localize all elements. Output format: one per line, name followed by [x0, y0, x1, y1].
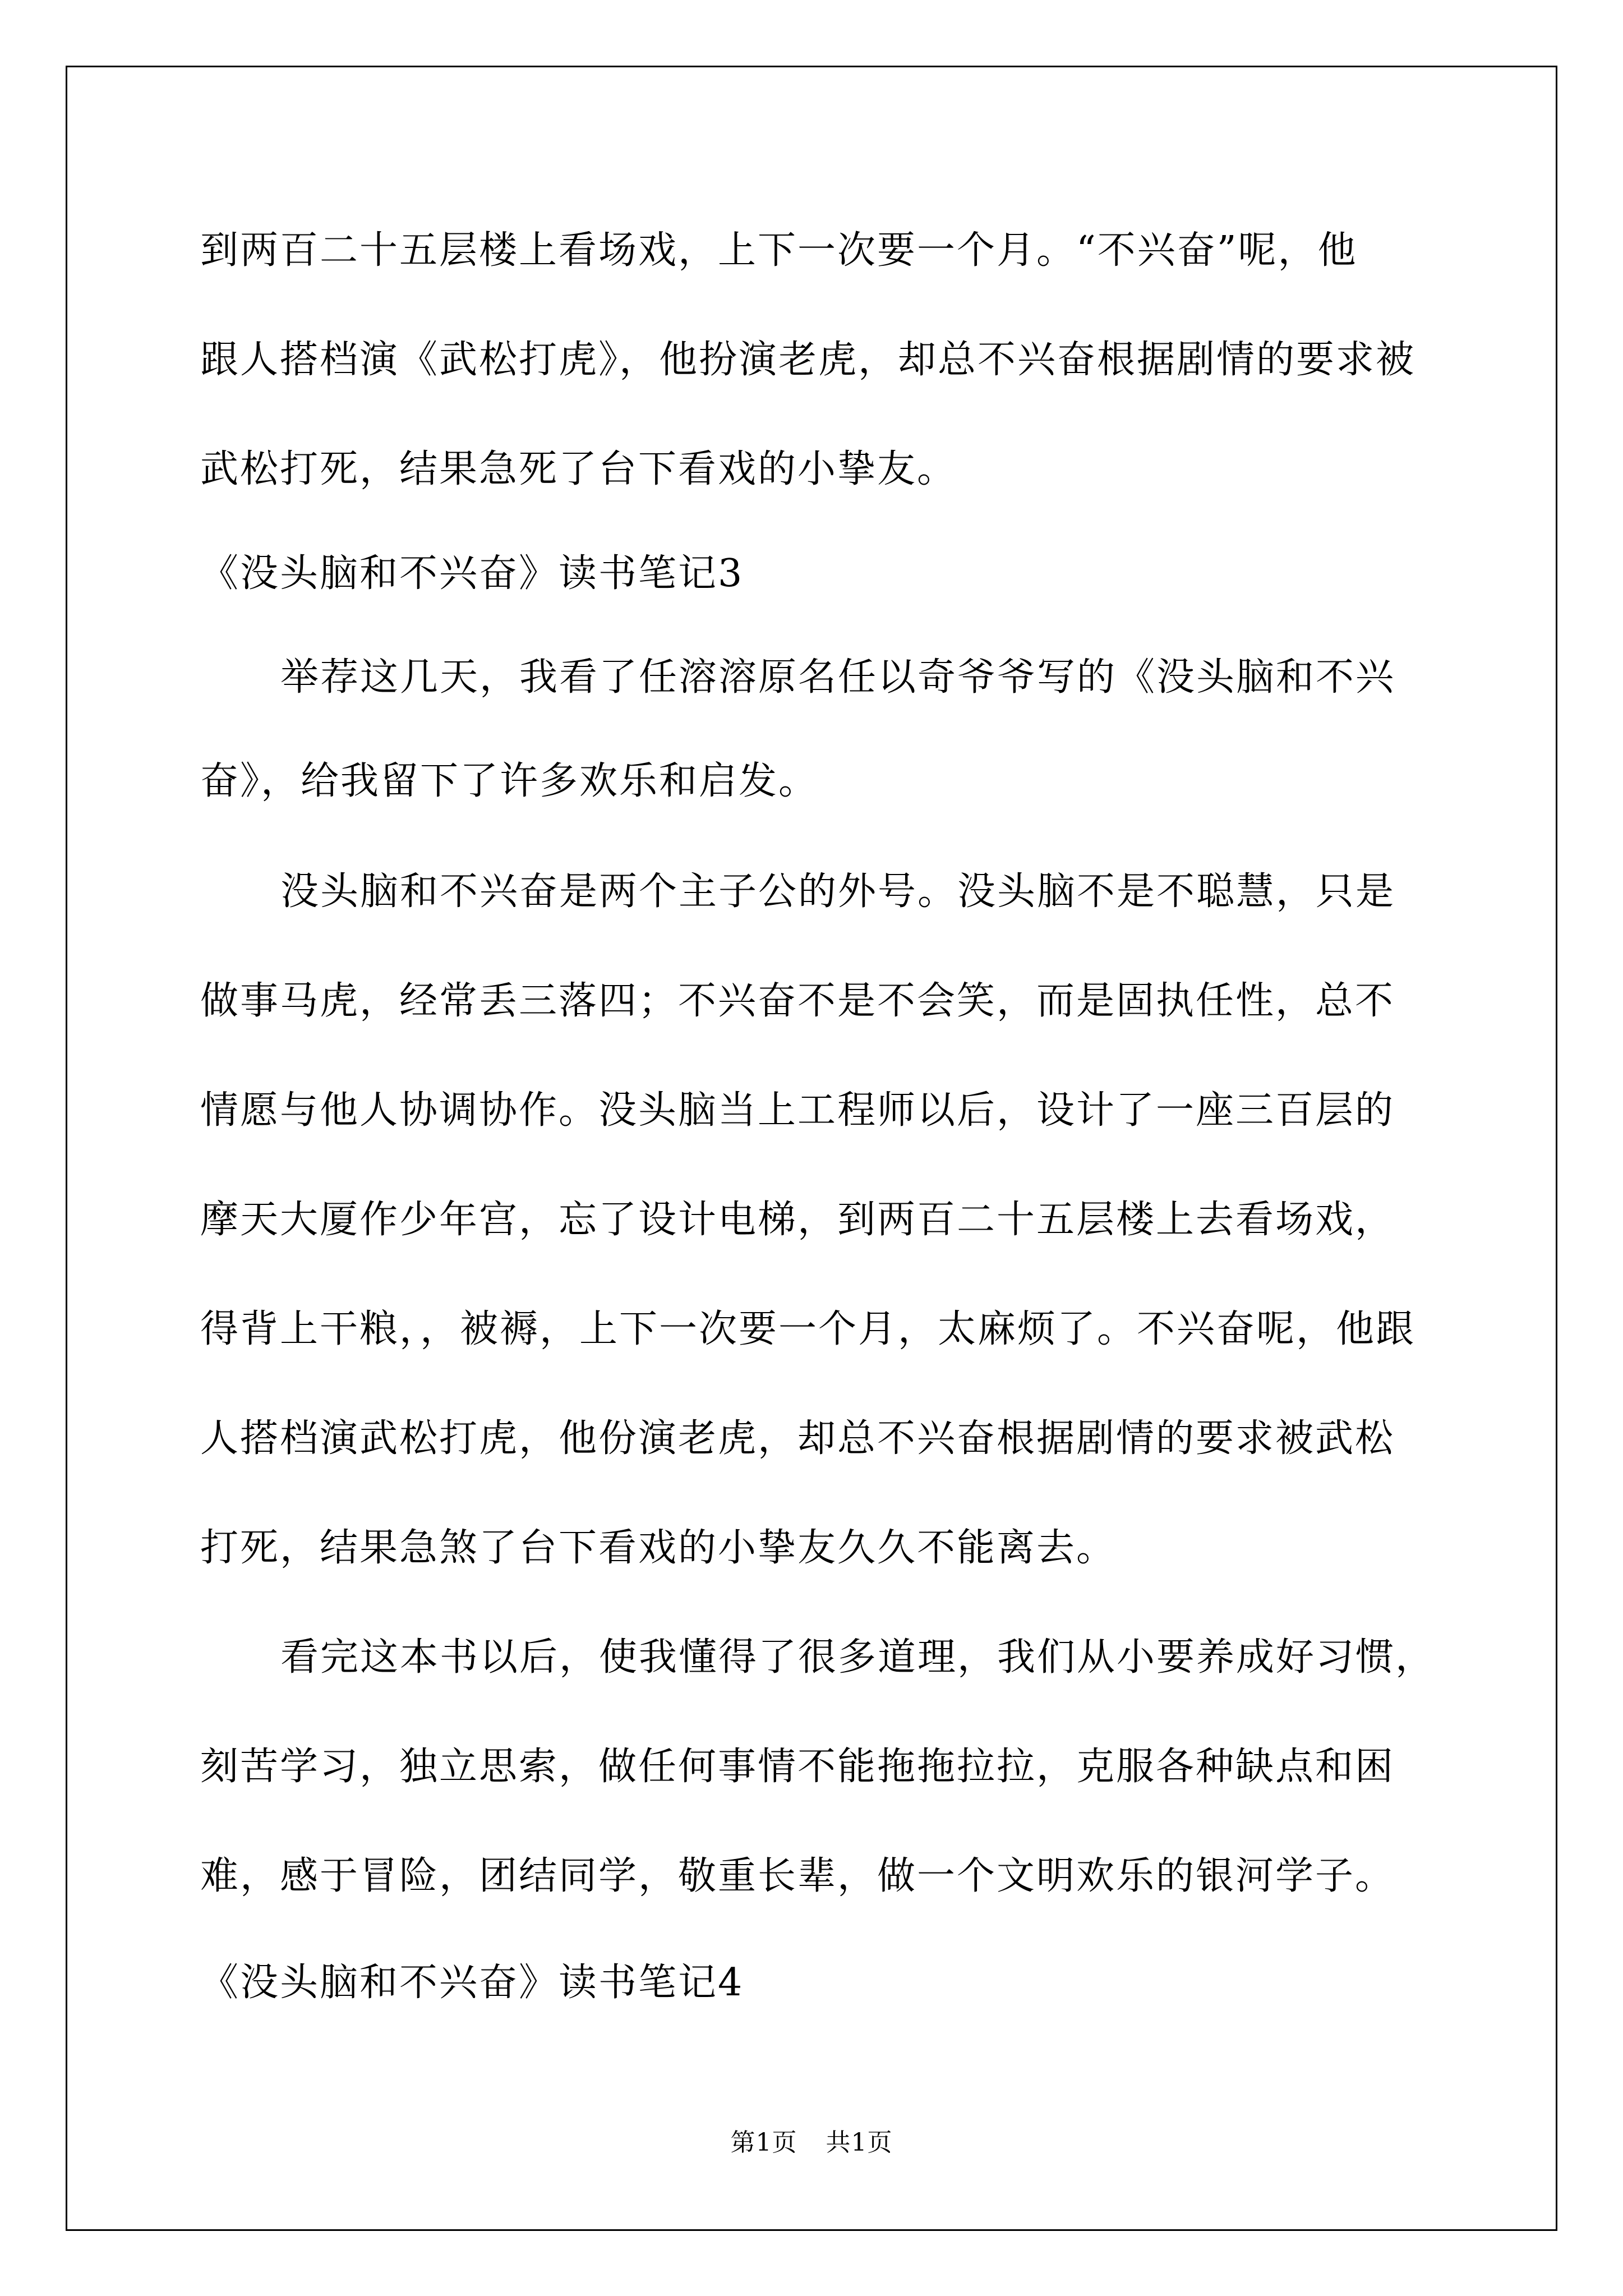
body-line: 举荐这几天，我看了任溶溶原名任以奇爷爷写的《没头脑和不兴	[280, 655, 1396, 700]
body-line: 看完这本书以后，使我懂得了很多道理，我们从小要养成好习惯，	[280, 1635, 1436, 1680]
body-line: 没头脑和不兴奋是两个主子公的外号。没头脑不是不聪慧，只是	[280, 869, 1396, 914]
body-line: 得背上干粮，，被褥，上下一次要一个月，太麻烦了。不兴奋呢，他跟	[200, 1307, 1416, 1351]
page-footer	[0, 2126, 1623, 2160]
body-line: 到两百二十五层楼上看场戏，上下一次要一个月。“不兴奋”呢，他	[200, 228, 1358, 273]
body-line: 奋》，给我留下了许多欢乐和启发。	[200, 759, 819, 803]
page-border	[66, 66, 1557, 2231]
body-line: 跟人搭档演《武松打虎》，他扮演老虎，却总不兴奋根据剧情的要求被	[200, 338, 1416, 382]
body-line: 打死，结果急煞了台下看戏的小挚友久久不能离去。	[200, 1526, 1117, 1570]
body-line: 摩天大厦作少年宫，忘了设计电梯，到两百二十五层楼上去看场戏，	[200, 1198, 1395, 1242]
page-number: 第1页	[730, 2128, 797, 2157]
section-heading: 《没头脑和不兴奋》读书笔记3	[200, 551, 744, 596]
body-line: 刻苦学习，独立思索，做任何事情不能拖拖拉拉，克服各种缺点和困	[200, 1745, 1395, 1789]
body-line: 难，感于冒险，团结同学，敬重长辈，做一个文明欢乐的银河学子。	[200, 1854, 1395, 1898]
body-line: 做事马虎，经常丢三落四；不兴奋不是不会笑，而是固执任性，总不	[200, 979, 1395, 1023]
section-heading: 《没头脑和不兴奋》读书笔记4	[200, 1961, 744, 2005]
body-line: 情愿与他人协调协作。没头脑当上工程师以后，设计了一座三百层的	[200, 1088, 1395, 1133]
body-line: 人搭档演武松打虎，他份演老虎，却总不兴奋根据剧情的要求被武松	[200, 1416, 1395, 1461]
page-total: 共1页	[826, 2128, 893, 2157]
body-line: 武松打死，结果急死了台下看戏的小挚友。	[200, 447, 957, 491]
